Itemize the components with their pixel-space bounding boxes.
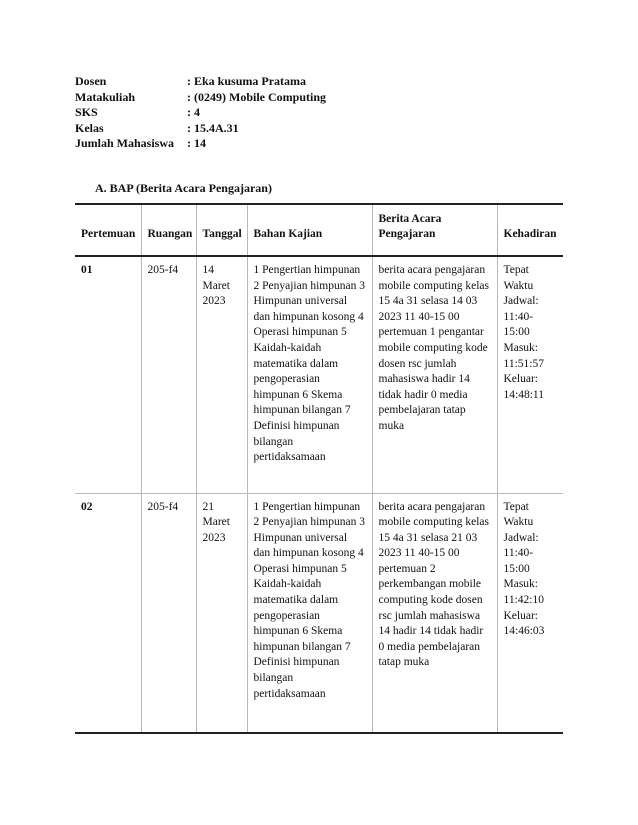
cell-tanggal: 21 Maret 2023 <box>196 493 247 733</box>
kehadiran-line: Jadwal: <box>503 531 539 544</box>
cell-bahan-kajian: 1 Pengertian himpunan 2 Penyajian himpunan 3 Himpunan universal dan himpunan kosong 4 Operasi himpunan 5 Kaidah-kaidah matematika dalam pengoperasian himpunan 6 Skema himpunan bilangan 7 Definisi himpunan bilangan pertidaksamaan <box>247 256 372 493</box>
kehadiran-line: Keluar: <box>503 373 538 386</box>
cell-berita-acara: berita acara pengajaran mobile computing kelas 15 4a 31 selasa 21 03 2023 11 40-15 00 pertemuan 2 perkembangan mobile computing kode dosen rsc jumlah mahasiswa 14 hadir 14 tidak hadir 0 media pembelajaran tatap muka <box>372 493 497 733</box>
kehadiran-line: Masuk: <box>503 578 538 591</box>
info-row-matakuliah <box>75 90 326 106</box>
kehadiran-line: 15:00 <box>503 562 530 575</box>
info-label: Matakuliah <box>75 89 136 104</box>
info-label: SKS <box>75 105 98 119</box>
kehadiran-line: Jadwal: <box>503 295 539 308</box>
info-label: Dosen <box>75 74 107 88</box>
info-label: Jumlah Mahasiswa <box>75 136 175 150</box>
course-info <box>75 74 326 152</box>
kehadiran-line: 15:00 <box>503 326 530 339</box>
header-tanggal: Tanggal <box>196 204 247 256</box>
kehadiran-line: 14:48:11 <box>503 388 544 401</box>
header-ruangan: Ruangan <box>141 204 196 256</box>
table-header-row <box>75 204 563 256</box>
kehadiran-line: 11:51:57 <box>503 357 544 370</box>
info-value: : 14 <box>187 136 206 150</box>
kehadiran-line: Waktu <box>503 279 534 292</box>
bap-table <box>75 203 563 734</box>
info-row-kelas <box>75 121 326 137</box>
info-value: : (0249) Mobile Computing <box>187 89 326 104</box>
cell-pertemuan: 02 <box>81 500 93 513</box>
cell-pertemuan: 01 <box>81 264 93 276</box>
kehadiran-line: Tepat <box>503 264 529 276</box>
cell-ruangan: 205-f4 <box>141 493 196 733</box>
info-value: : Eka kusuma Pratama <box>187 74 307 88</box>
cell-tanggal: 14 Maret 2023 <box>196 256 247 493</box>
cell-kehadiran <box>497 493 563 733</box>
cell-berita-acara: berita acara pengajaran mobile computing kelas 15 4a 31 selasa 14 03 2023 11 40-15 00 pertemuan 1 pengantar mobile computing kode dosen rsc jumlah mahasiswa hadir 14 tidak hadir 0 media pembelajaran tatap muka <box>372 256 497 493</box>
kehadiran-line: 11:42:10 <box>503 594 544 607</box>
cell-kehadiran <box>497 256 563 493</box>
kehadiran-line: 11:40- <box>503 310 534 323</box>
header-berita-acara: Berita Acara Pengajaran <box>372 204 497 256</box>
table-row <box>75 493 563 733</box>
header-pertemuan: Pertemuan <box>81 228 136 241</box>
table-row <box>75 256 563 493</box>
info-value: : 4 <box>187 105 200 119</box>
cell-ruangan: 205-f4 <box>141 256 196 493</box>
kehadiran-line: Keluar: <box>503 609 538 622</box>
info-row-dosen <box>75 74 326 90</box>
kehadiran-line: 14:46:03 <box>503 625 545 638</box>
kehadiran-line: Waktu <box>503 516 534 529</box>
kehadiran-line: Masuk: <box>503 341 538 354</box>
info-row-jumlah-mahasiswa <box>75 136 326 152</box>
cell-bahan-kajian: 1 Pengertian himpunan 2 Penyajian himpunan 3 Himpunan universal dan himpunan kosong 4 Operasi himpunan 5 Kaidah-kaidah matematika dalam pengoperasian himpunan 6 Skema himpunan bilangan 7 Definisi himpunan bilangan pertidaksamaan <box>247 493 372 733</box>
kehadiran-line: 11:40- <box>503 547 534 560</box>
section-title: A. BAP (Berita Acara Pengajaran) <box>95 181 272 195</box>
kehadiran-line: Tepat <box>503 500 529 513</box>
info-value: : 15.4A.31 <box>187 120 239 135</box>
info-row-sks <box>75 105 326 121</box>
header-kehadiran: Kehadiran <box>497 204 563 256</box>
header-bahan-kajian: Bahan Kajian <box>247 204 372 256</box>
info-label: Kelas <box>75 120 104 135</box>
